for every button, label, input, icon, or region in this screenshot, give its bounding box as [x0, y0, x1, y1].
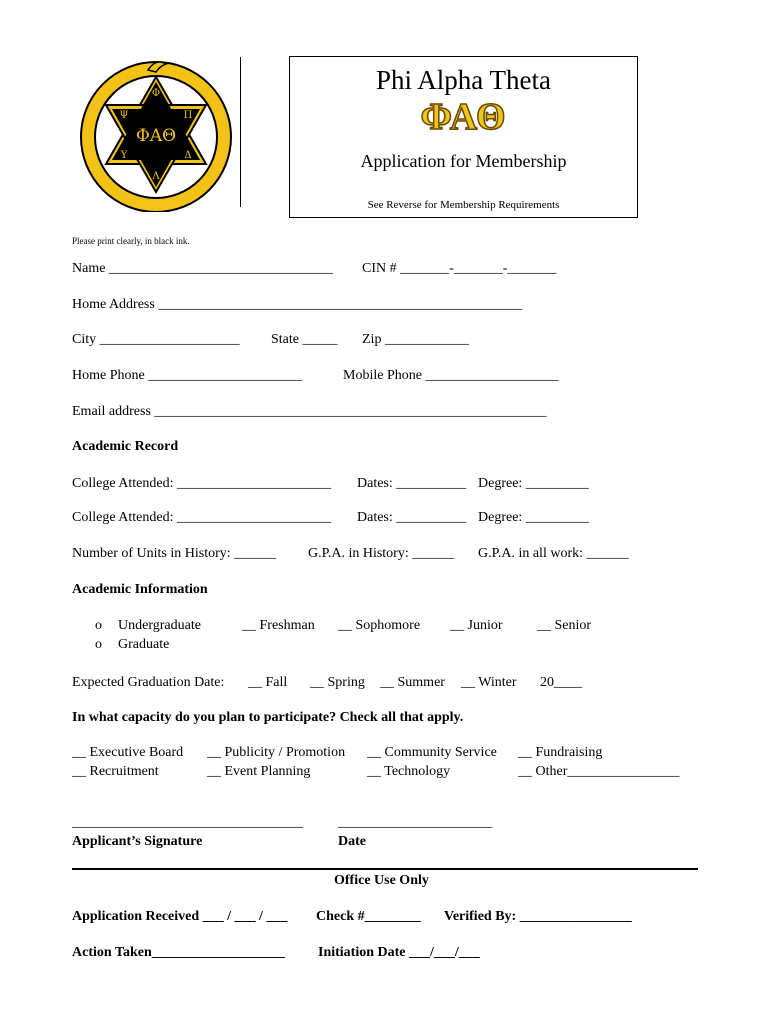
academic-record-heading: Academic Record: [72, 439, 179, 454]
senior-option[interactable]: __ Senior: [537, 618, 592, 633]
logo-point-letter: Λ: [152, 171, 160, 182]
logo-point-letter: Δ: [184, 150, 192, 161]
city-field[interactable]: City ____________________: [72, 332, 240, 347]
summer-option[interactable]: __ Summer: [380, 675, 445, 690]
fundraising-option[interactable]: __ Fundraising: [518, 745, 603, 760]
undergraduate-radio[interactable]: o: [95, 618, 102, 633]
check-number-field[interactable]: Check #________: [316, 909, 421, 924]
college-1-field[interactable]: College Attended: ______________________: [72, 476, 331, 491]
gpa-history-field[interactable]: G.P.A. in History: ______: [308, 546, 455, 561]
spring-option[interactable]: __ Spring: [310, 675, 365, 690]
undergraduate-label: Undergraduate: [118, 618, 201, 633]
initiation-date-field[interactable]: Initiation Date ___/___/___: [318, 945, 480, 960]
zip-field[interactable]: Zip ____________: [362, 332, 469, 347]
email-field[interactable]: Email address ________________________________________________________: [72, 404, 547, 419]
date-line[interactable]: ______________________: [338, 815, 492, 830]
publicity-option[interactable]: __ Publicity / Promotion: [207, 745, 346, 760]
office-use-heading: Office Use Only: [334, 873, 429, 888]
home-phone-field[interactable]: Home Phone ______________________: [72, 368, 303, 383]
logo-point-letter: Υ: [120, 150, 128, 161]
header-box: [289, 56, 638, 218]
name-field[interactable]: Name ________________________________: [72, 261, 333, 276]
graduation-date-label: Expected Graduation Date:: [72, 675, 225, 690]
logo-center-letters: ΦΑΘ: [135, 126, 177, 146]
application-received-field[interactable]: Application Received ___ / ___ / ___: [72, 909, 288, 924]
greek-letters: ΦΑΘ: [420, 96, 507, 138]
college-2-field[interactable]: College Attended: ______________________: [72, 510, 331, 525]
dates-1-field[interactable]: Dates: __________: [357, 476, 467, 491]
units-history-field[interactable]: Number of Units in History: ______: [72, 546, 277, 561]
winter-option[interactable]: __ Winter: [461, 675, 517, 690]
executive-board-option[interactable]: __ Executive Board: [72, 745, 184, 760]
gpa-all-field[interactable]: G.P.A. in all work: ______: [478, 546, 629, 561]
form-title: Application for Membership: [360, 151, 567, 171]
home-address-field[interactable]: Home Address ____________________________________________________: [72, 297, 523, 312]
logo-point-letter: Ψ: [119, 110, 129, 121]
see-reverse-note: See Reverse for Membership Requirements: [367, 199, 560, 211]
fall-option[interactable]: __ Fall: [248, 675, 288, 690]
logo-point-letter: Π: [183, 110, 193, 121]
freshman-option[interactable]: __ Freshman: [242, 618, 315, 633]
participation-question: In what capacity do you plan to participate? Check all that apply.: [72, 710, 464, 725]
phi-alpha-theta-crest-icon: [76, 52, 246, 212]
logo-divider: [240, 57, 241, 207]
other-option[interactable]: __ Other________________: [518, 764, 680, 779]
degree-1-field[interactable]: Degree: _________: [478, 476, 589, 491]
signature-label: Applicant’s Signature: [72, 834, 203, 849]
date-label: Date: [338, 834, 366, 849]
degree-2-field[interactable]: Degree: _________: [478, 510, 589, 525]
signature-line[interactable]: _________________________________: [72, 815, 303, 830]
action-taken-field[interactable]: Action Taken___________________: [72, 945, 285, 960]
event-planning-option[interactable]: __ Event Planning: [207, 764, 311, 779]
graduation-year-field[interactable]: 20____: [540, 675, 582, 690]
instructions: Please print clearly, in black ink.: [72, 236, 190, 246]
logo-point-letter: Φ: [151, 88, 161, 99]
org-name: Phi Alpha Theta: [376, 65, 551, 95]
technology-option[interactable]: __ Technology: [367, 764, 451, 779]
dates-2-field[interactable]: Dates: __________: [357, 510, 467, 525]
cin-field[interactable]: CIN # _______-_______-_______: [362, 261, 557, 276]
verified-by-field[interactable]: Verified By: ________________: [444, 909, 632, 924]
sophomore-option[interactable]: __ Sophomore: [338, 618, 421, 633]
community-service-option[interactable]: __ Community Service: [367, 745, 497, 760]
recruitment-option[interactable]: __ Recruitment: [72, 764, 159, 779]
graduate-label: Graduate: [118, 637, 170, 652]
office-divider: [72, 868, 698, 870]
academic-info-heading: Academic Information: [72, 582, 208, 597]
state-field[interactable]: State _____: [271, 332, 338, 347]
mobile-phone-field[interactable]: Mobile Phone ___________________: [343, 368, 559, 383]
graduate-radio[interactable]: o: [95, 637, 102, 652]
junior-option[interactable]: __ Junior: [450, 618, 503, 633]
